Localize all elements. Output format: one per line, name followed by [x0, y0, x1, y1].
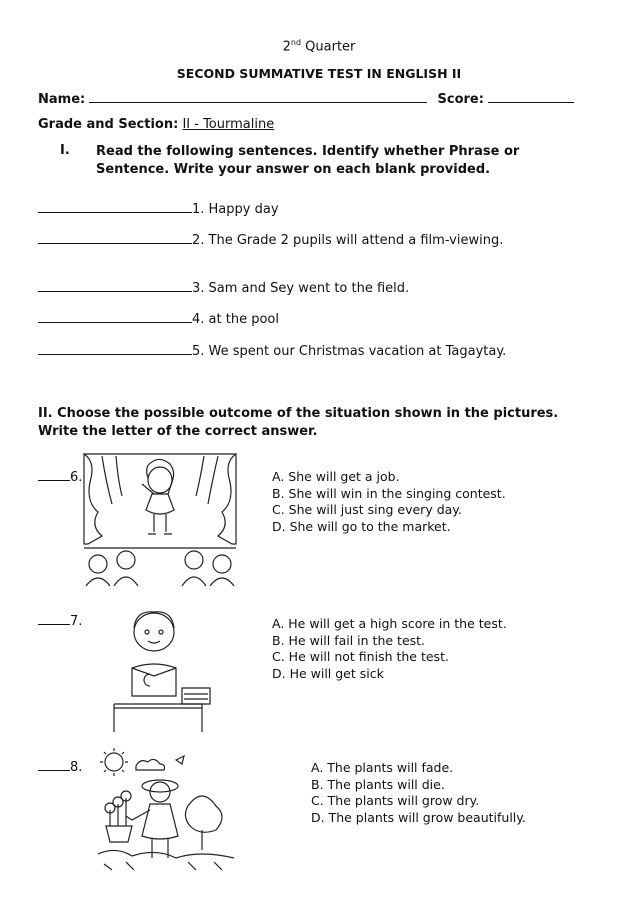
quarter-word: Quarter: [305, 39, 356, 55]
item-text: 5. We spent our Christmas vacation at Tagaytay.: [192, 344, 507, 359]
grade-row: [38, 117, 274, 132]
option-d[interactable]: D. The plants will grow beautifully.: [311, 809, 526, 825]
question-7-options: [272, 616, 507, 682]
test-title: SECOND SUMMATIVE TEST IN ENGLISH II: [176, 66, 462, 81]
answer-blank[interactable]: [38, 243, 192, 244]
item-text: 3. Sam and Sey went to the field.: [192, 281, 410, 296]
option-b[interactable]: B. He will fail in the test.: [272, 632, 426, 648]
score-blank[interactable]: [488, 102, 574, 103]
question-8-number: 8.: [38, 760, 82, 775]
option-d[interactable]: D. She will go to the market.: [272, 518, 451, 534]
part1-item-2: [38, 233, 503, 248]
question-6-number: 6.: [38, 470, 82, 485]
question-7-number: 7.: [38, 614, 82, 629]
name-label: Name:: [38, 92, 86, 107]
part1-item-1: [38, 202, 279, 217]
answer-blank[interactable]: [38, 624, 70, 625]
quarter-label: [0, 38, 638, 54]
option-b[interactable]: B. She will win in the singing contest.: [272, 485, 506, 501]
option-c[interactable]: C. She will just sing every day.: [272, 502, 462, 517]
option-a[interactable]: A. The plants will fade.: [311, 760, 454, 775]
answer-blank[interactable]: [38, 322, 192, 323]
item-text: 1. Happy day: [192, 202, 279, 217]
answer-blank[interactable]: [38, 354, 192, 355]
grade-label: Grade and Section:: [38, 117, 179, 132]
option-c[interactable]: C. He will not finish the test.: [272, 649, 449, 664]
question-6-options: [272, 469, 506, 535]
answer-blank[interactable]: [38, 770, 70, 771]
part1-item-4: [38, 312, 279, 327]
option-b[interactable]: B. The plants will die.: [311, 776, 445, 792]
name-blank[interactable]: [89, 102, 427, 103]
item-text: 2. The Grade 2 pupils will attend a film-viewing.: [192, 233, 504, 248]
answer-blank[interactable]: [38, 291, 192, 292]
girl-watering-plants-illustration: [96, 746, 236, 872]
part1-numeral: I.: [60, 143, 70, 158]
quarter-suffix: nd: [290, 38, 302, 47]
option-a[interactable]: A. She will get a job.: [272, 469, 400, 484]
option-c[interactable]: C. The plants will grow dry.: [311, 793, 480, 808]
option-d[interactable]: D. He will get sick: [272, 665, 384, 681]
question-8-options: [311, 760, 526, 826]
answer-blank[interactable]: [38, 212, 192, 213]
part1-item-3: [38, 281, 409, 296]
grade-value: II - Tourmaline: [182, 117, 275, 132]
part1-item-5: [38, 344, 506, 359]
item-text: 4. at the pool: [192, 312, 279, 327]
singing-contest-illustration: [82, 452, 238, 586]
part2-instructions: II. Choose the possible outcome of the situation shown in the pictures. Write the letter of the correct answer.: [38, 406, 559, 439]
student-studying-illustration: [110, 608, 218, 732]
score-label: Score:: [437, 92, 484, 107]
name-row: [38, 92, 574, 107]
option-a[interactable]: A. He will get a high score in the test.: [272, 616, 507, 631]
quarter-number: 2: [282, 39, 291, 55]
part1-instructions: Read the following sentences. Identify whether Phrase or Sentence. Write your answer on each blank provided.: [96, 144, 520, 177]
answer-blank[interactable]: [38, 480, 70, 481]
